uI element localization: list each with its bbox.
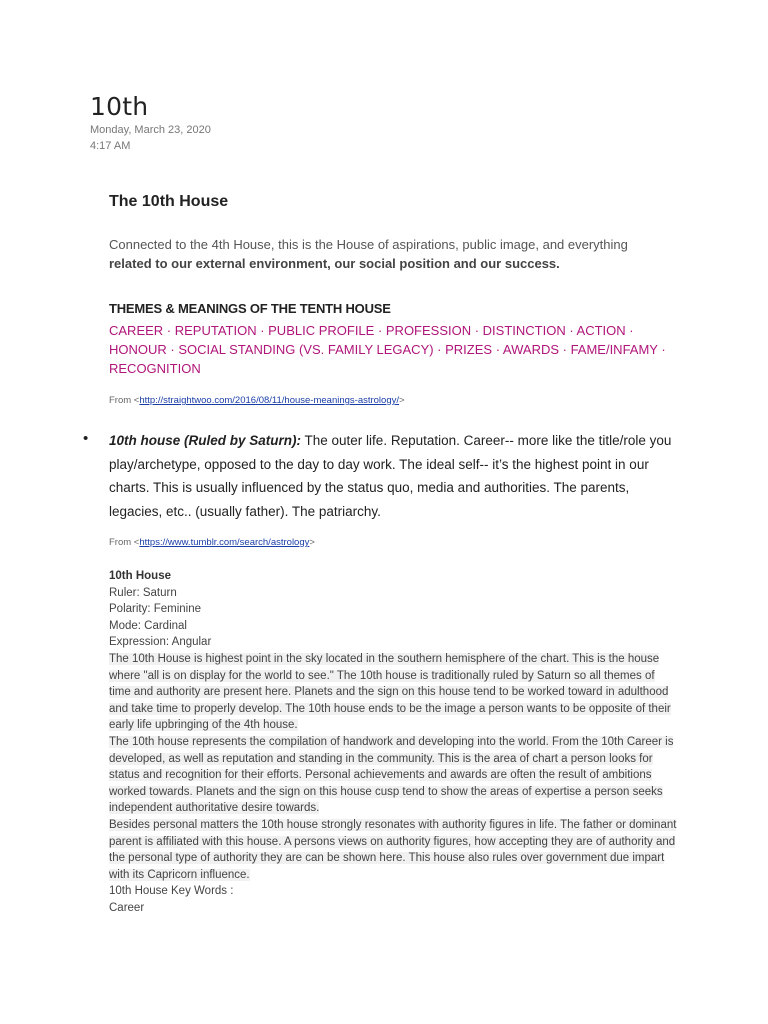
source-suffix: > (309, 537, 315, 548)
house-paragraph-3 (109, 817, 679, 883)
intro-plain-text: Connected to the 4th House, this is the House of aspirations, public image, and everything (109, 237, 628, 252)
house-expression: Expression: Angular (109, 636, 212, 649)
bullet-marker: • (83, 430, 89, 447)
bullet-body: The outer life. Reputation. Career-- more like the title/role you play/archetype, opposed to the day to day work. The ideal self-- it’s the highest point in our charts. This is usually influenced by the status quo, media and authorities. The parents, legacies, etc.. (usually father). The patriarchy. (109, 433, 672, 519)
source-prefix: From < (109, 537, 140, 548)
themes-list: CAREER · REPUTATION · PUBLIC PROFILE · PROFESSION · DISTINCTION · ACTION · HONOUR · SOCIAL STANDING (VS. FAMILY LEGACY) · PRIZES · AWARDS · FAME/INFAMY · RECOGNITION (109, 323, 666, 376)
house-paragraph-2-text: The 10th house represents the compilation of handwork and developing into the world. From the 10th Career is developed, as well as reputation and standing in the community. This is the area of chart a person looks for status and recognition for their efforts. Personal achievements and awards are often the result of ambitions worked towards. Planets and the sign on this house cusp tend to show the areas of expertise a person seeks independent authoritative desire towards. (109, 735, 674, 815)
page-time: 4:17 AM (90, 140, 131, 152)
intro-bold-text: related to our external environment, our social position and our success. (109, 256, 560, 271)
source-prefix: From < (109, 395, 140, 406)
bullet-item (109, 429, 675, 523)
house-info-block (109, 568, 679, 916)
house-keywords-label: 10th House Key Words : (109, 885, 234, 898)
house-paragraph-2 (109, 734, 679, 817)
bullet-lead: 10th house (Ruled by Saturn): (109, 433, 302, 448)
house-polarity: Polarity: Feminine (109, 603, 202, 616)
house-paragraph-3-text: Besides personal matters the 10th house strongly resonates with authority figures in life. The father or dominant parent is affiliated with this house. A persons views on authority figures, how accepting they are of authority and the personal type of authority they are can be shown here. This house also rules over government due impart with its Capricorn influence. (109, 818, 677, 881)
source-citation (109, 537, 669, 548)
section-heading: The 10th House (109, 193, 229, 210)
house-mode: Mode: Cardinal (109, 619, 187, 632)
house-info-title: 10th House (109, 570, 171, 582)
intro-paragraph (109, 235, 669, 273)
source-citation (109, 395, 669, 406)
page-title: 10th (90, 92, 149, 121)
page-date: Monday, March 23, 2020 (90, 124, 211, 136)
source-suffix: > (399, 395, 405, 406)
themes-heading: THEMES & MEANINGS OF THE TENTH HOUSE (109, 301, 391, 316)
house-keyword: Career (109, 901, 145, 914)
house-paragraph-1-text: The 10th House is highest point in the sky located in the southern hemisphere of the chart. This is the house where "all is on display for the world to see." The 10th house is traditionally ruled by Saturn so all themes of time and authority are present here. Planets and the sign on this house tend to be worked toward in adulthood and take time to properly develop. The 10th house ends to be the image a person wants to be opposite of their early life upbringing of the 4th house. (109, 652, 671, 732)
source-link[interactable]: https://www.tumblr.com/search/astrology (139, 537, 310, 548)
house-paragraph-1 (109, 651, 679, 734)
source-link[interactable]: http://straightwoo.com/2016/08/11/house-meanings-astrology/ (139, 395, 399, 406)
house-ruler: Ruler: Saturn (109, 586, 177, 599)
